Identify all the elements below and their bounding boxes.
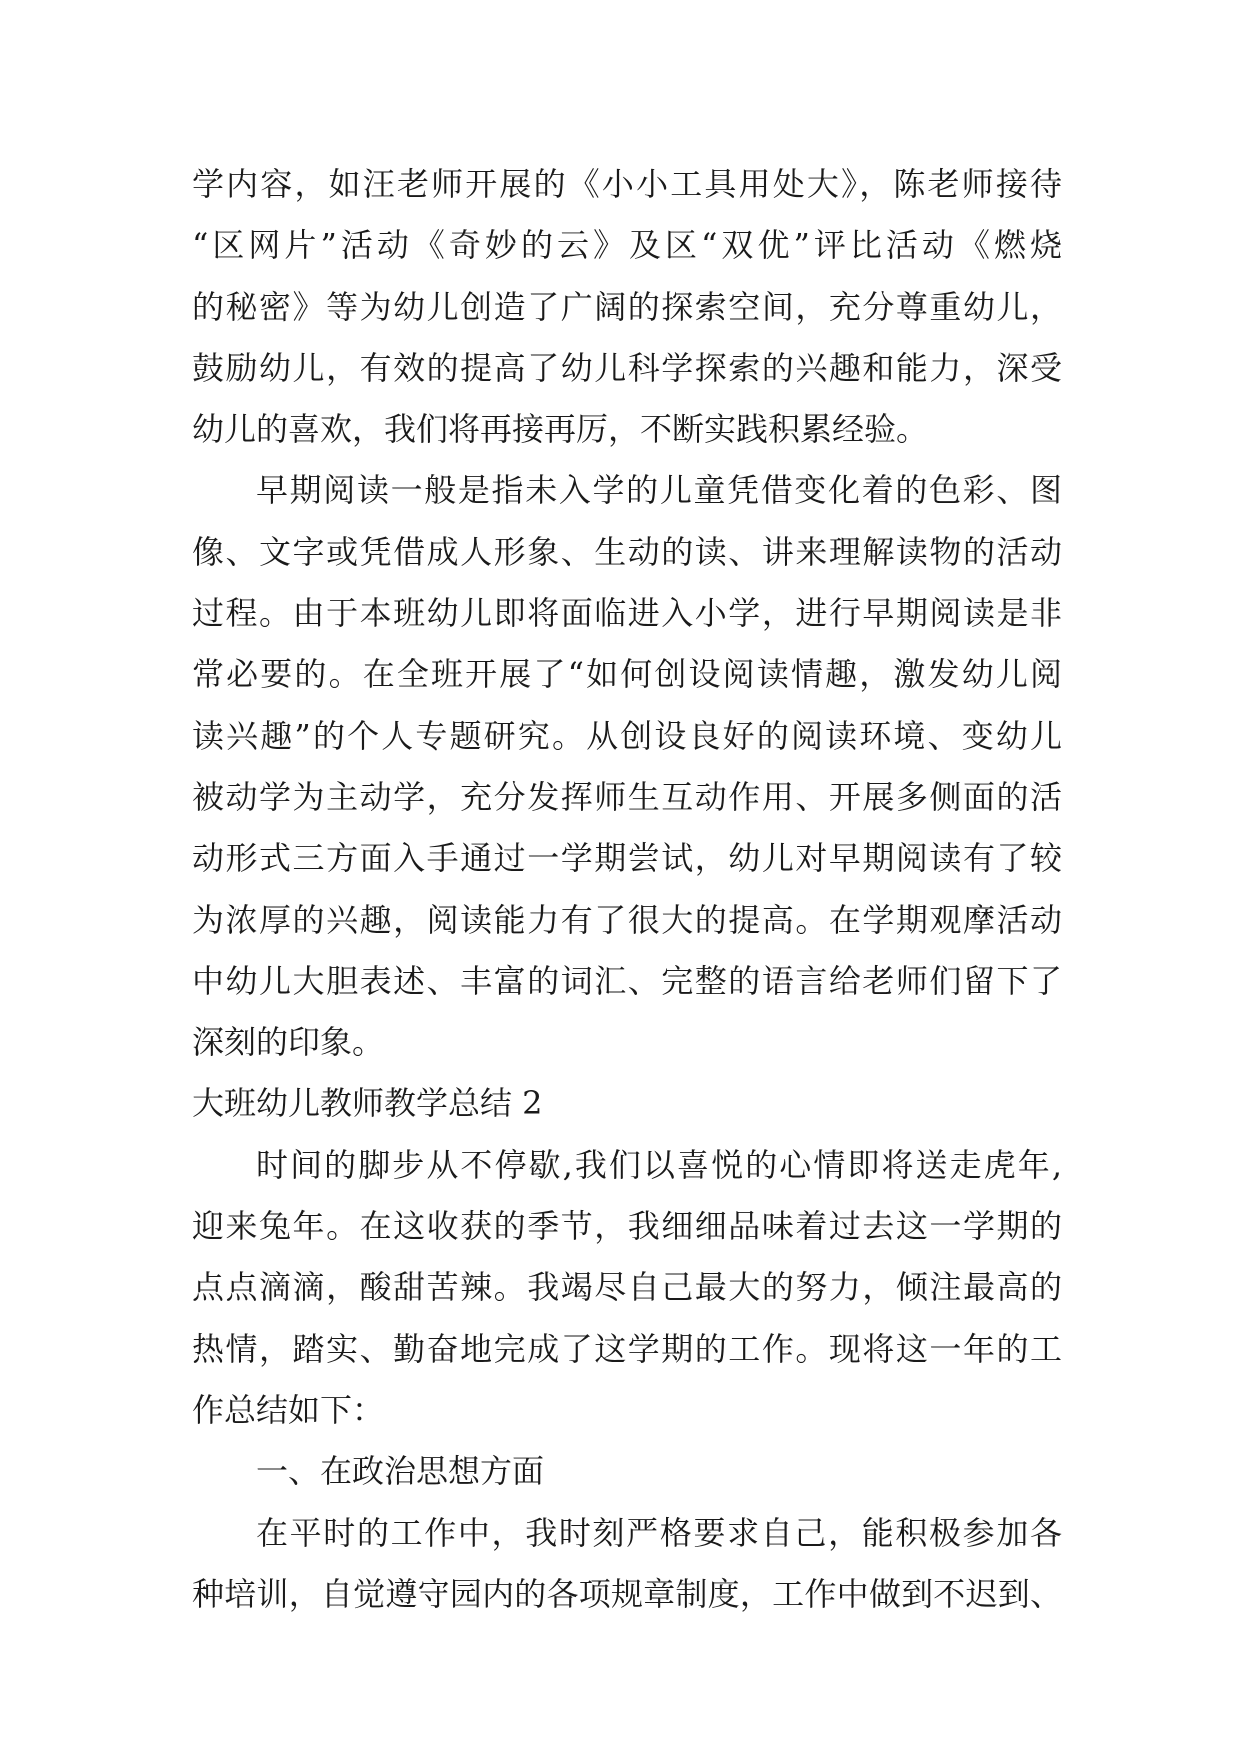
text-line: 动形式三方面入手通过一学期尝试，幼儿对早期阅读有了较	[192, 839, 1062, 878]
text-line: 过程。由于本班幼儿即将面临进入小学，进行早期阅读是非	[192, 594, 1062, 633]
text-line: 时间的脚步从不停歇,我们以喜悦的心情即将送走虎年,	[256, 1145, 1062, 1184]
text-line: 热情，踏实、勤奋地完成了这学期的工作。现将这一年的工	[192, 1329, 1062, 1368]
text-line: 深刻的印象。	[192, 1023, 385, 1062]
text-line: 鼓励幼儿，有效的提高了幼儿科学探索的兴趣和能力，深受	[192, 348, 1062, 387]
text-line: 幼儿的喜欢，我们将再接再厉，不断实践积累经验。	[192, 410, 929, 449]
text-line: 大班幼儿教师教学总结 2	[192, 1084, 543, 1123]
document-body	[192, 154, 1062, 1625]
text-line: 一、在政治思想方面	[256, 1452, 545, 1491]
text-line: 种培训，自觉遵守园内的各项规章制度，工作中做到不迟到、	[192, 1574, 1062, 1613]
text-line: 像、文字或凭借成人形象、生动的读、讲来理解读物的活动	[192, 532, 1062, 571]
text-line: 迎来兔年。在这收获的季节，我细细品味着过去这一学期的	[192, 1207, 1062, 1246]
text-line: 为浓厚的兴趣，阅读能力有了很大的提高。在学期观摩活动	[192, 900, 1062, 939]
text-line: 点点滴滴，酸甜苦辣。我竭尽自己最大的努力，倾注最高的	[192, 1268, 1062, 1307]
text-line: 在平时的工作中，我时刻严格要求自己，能积极参加各	[256, 1513, 1062, 1552]
text-line: 常必要的。在全班开展了“如何创设阅读情趣，激发幼儿阅	[192, 655, 1062, 694]
text-line: 学内容，如汪老师开展的《小小工具用处大》，陈老师接待	[192, 165, 1062, 203]
text-line: 早期阅读一般是指未入学的儿童凭借变化着的色彩、图	[256, 471, 1062, 510]
text-line: 中幼儿大胆表述、丰富的词汇、完整的语言给老师们留下了	[192, 961, 1062, 1000]
text-line: 被动学为主动学，充分发挥师生互动作用、开展多侧面的活	[192, 777, 1062, 816]
text-line: 作总结如下：	[192, 1390, 385, 1429]
text-line: 读兴趣”的个人专题研究。从创设良好的阅读环境、变幼儿	[192, 716, 1062, 755]
text-line: 的秘密》等为幼儿创造了广阔的探索空间，充分尊重幼儿，	[192, 287, 1062, 326]
text-line: “区网片”活动《奇妙的云》及区“双优”评比活动《燃烧	[192, 226, 1062, 265]
